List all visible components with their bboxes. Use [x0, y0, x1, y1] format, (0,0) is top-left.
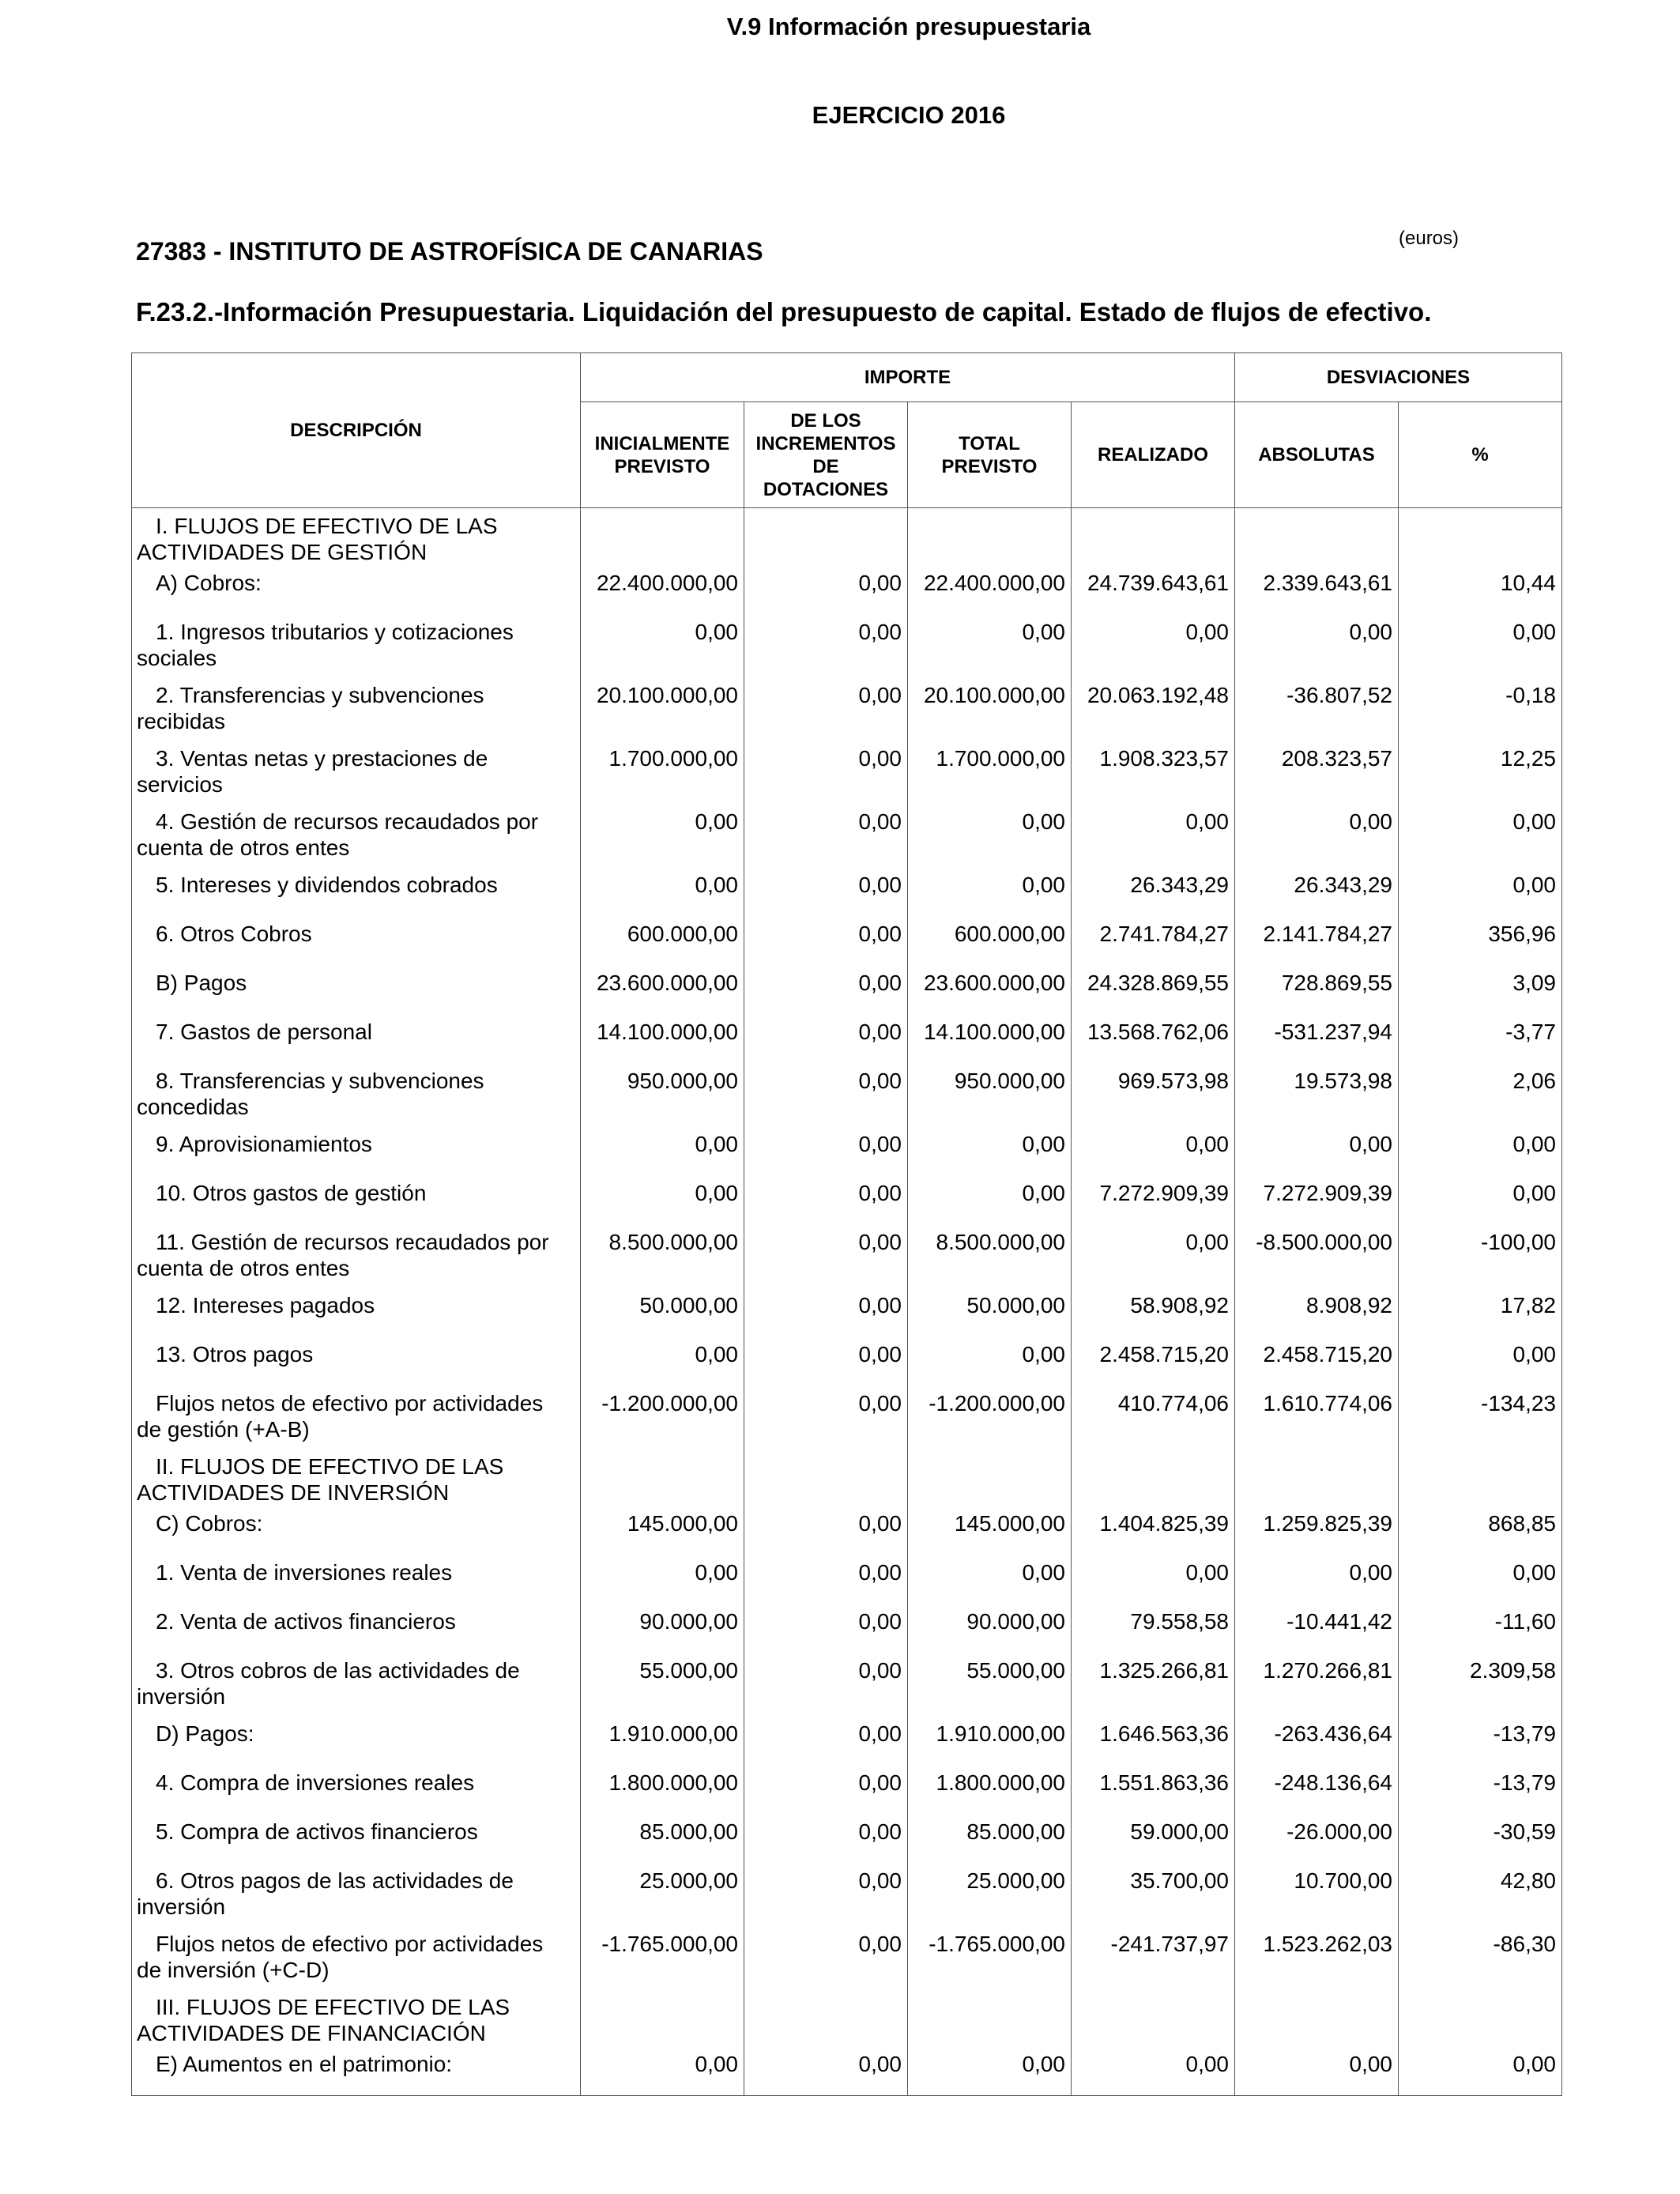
cell-percent: -30,59 [1399, 1814, 1562, 1863]
table-row [132, 1287, 1562, 1336]
cell-percent: -13,79 [1399, 1765, 1562, 1814]
cell-incrementos: 0,00 [744, 867, 908, 916]
cell-incrementos [744, 1989, 908, 2046]
cell-incrementos [744, 508, 908, 566]
cell-percent: -3,77 [1399, 1014, 1562, 1063]
row-description: 12. Intereses pagados [132, 1287, 581, 1336]
table-row [132, 1385, 1562, 1449]
cell-absolutas: 10.700,00 [1235, 1863, 1399, 1926]
cell-realizado: 1.646.563,36 [1072, 1716, 1235, 1765]
table-row [132, 1506, 1562, 1555]
cell-incrementos: 0,00 [744, 1336, 908, 1385]
cell-total-previsto: 14.100.000,00 [908, 1014, 1072, 1063]
cell-percent: -134,23 [1399, 1385, 1562, 1449]
cell-inicialmente-previsto: 14.100.000,00 [581, 1014, 744, 1063]
cell-inicialmente-previsto: 20.100.000,00 [581, 677, 744, 741]
cell-percent [1399, 508, 1562, 566]
cell-absolutas: 0,00 [1235, 804, 1399, 867]
cell-realizado: 13.568.762,06 [1072, 1014, 1235, 1063]
cell-incrementos: 0,00 [744, 1765, 908, 1814]
cell-total-previsto: 20.100.000,00 [908, 677, 1072, 741]
cell-absolutas: 728.869,55 [1235, 965, 1399, 1014]
unit-label: (euros) [1399, 228, 1460, 249]
cell-percent: 2,06 [1399, 1063, 1562, 1126]
cell-inicialmente-previsto: 0,00 [581, 1126, 744, 1175]
cell-incrementos: 0,00 [744, 1555, 908, 1604]
cell-percent: 0,00 [1399, 867, 1562, 916]
cell-realizado [1072, 1449, 1235, 1506]
cell-incrementos: 0,00 [744, 1014, 908, 1063]
cell-percent: 2.309,58 [1399, 1653, 1562, 1716]
cell-absolutas: -263.436,64 [1235, 1716, 1399, 1765]
cell-absolutas: 19.573,98 [1235, 1063, 1399, 1126]
header-importe: IMPORTE [581, 353, 1235, 402]
cell-realizado: 1.551.863,36 [1072, 1765, 1235, 1814]
table-row [132, 804, 1562, 867]
cell-inicialmente-previsto: 0,00 [581, 804, 744, 867]
row-description: 10. Otros gastos de gestión [132, 1175, 581, 1224]
table-row [132, 677, 1562, 741]
row-description: 8. Transferencias y subvenciones concedidas [132, 1063, 581, 1126]
cell-percent: 3,09 [1399, 965, 1562, 1014]
cell-inicialmente-previsto: 0,00 [581, 614, 744, 677]
cell-percent: 0,00 [1399, 1126, 1562, 1175]
cell-incrementos: 0,00 [744, 565, 908, 614]
cell-total-previsto: 600.000,00 [908, 916, 1072, 965]
cell-inicialmente-previsto: 0,00 [581, 1175, 744, 1224]
cell-percent: -86,30 [1399, 1926, 1562, 1989]
cell-total-previsto: 0,00 [908, 1555, 1072, 1604]
cell-realizado: 0,00 [1072, 1555, 1235, 1604]
table-row [132, 741, 1562, 804]
table-row [132, 1765, 1562, 1814]
cell-percent: 0,00 [1399, 804, 1562, 867]
section-title: V.9 Información presupuestaria [726, 13, 1091, 40]
cell-realizado: 0,00 [1072, 804, 1235, 867]
table-row [132, 1989, 1562, 2046]
cell-realizado: 24.328.869,55 [1072, 965, 1235, 1014]
cell-incrementos: 0,00 [744, 1287, 908, 1336]
cell-percent: -100,00 [1399, 1224, 1562, 1287]
cell-percent [1399, 1449, 1562, 1506]
row-description: D) Pagos: [132, 1716, 581, 1765]
cell-inicialmente-previsto [581, 1449, 744, 1506]
cell-percent: 10,44 [1399, 565, 1562, 614]
table-row [132, 1926, 1562, 1989]
row-description: Flujos netos de efectivo por actividades de gestión (+A-B) [132, 1385, 581, 1449]
cell-incrementos: 0,00 [744, 1653, 908, 1716]
report-subtitle: F.23.2.-Información Presupuestaria. Liquidación del presupuesto de capital. Estado de flujos de efectivo. [136, 297, 1432, 326]
cell-realizado: 969.573,98 [1072, 1063, 1235, 1126]
table-row [132, 867, 1562, 916]
cell-absolutas: 2.141.784,27 [1235, 916, 1399, 965]
cell-realizado: 2.741.784,27 [1072, 916, 1235, 965]
cell-absolutas [1235, 1989, 1399, 2046]
cell-percent: 17,82 [1399, 1287, 1562, 1336]
cell-percent: 42,80 [1399, 1863, 1562, 1926]
table-row [132, 1336, 1562, 1385]
cell-percent: -11,60 [1399, 1604, 1562, 1653]
row-description: 1. Venta de inversiones reales [132, 1555, 581, 1604]
cell-total-previsto: 1.910.000,00 [908, 1716, 1072, 1765]
cell-inicialmente-previsto: 145.000,00 [581, 1506, 744, 1555]
cell-realizado: 26.343,29 [1072, 867, 1235, 916]
cell-inicialmente-previsto: 0,00 [581, 2046, 744, 2095]
cell-inicialmente-previsto: 600.000,00 [581, 916, 744, 965]
cell-absolutas: 208.323,57 [1235, 741, 1399, 804]
row-description: C) Cobros: [132, 1506, 581, 1555]
cell-total-previsto: 25.000,00 [908, 1863, 1072, 1926]
cell-incrementos: 0,00 [744, 1716, 908, 1765]
header-descripcion: DESCRIPCIÓN [132, 353, 581, 508]
cell-realizado: 0,00 [1072, 1126, 1235, 1175]
cell-absolutas: -8.500.000,00 [1235, 1224, 1399, 1287]
cell-inicialmente-previsto: 25.000,00 [581, 1863, 744, 1926]
cell-total-previsto: 22.400.000,00 [908, 565, 1072, 614]
row-description: 1. Ingresos tributarios y cotizaciones sociales [132, 614, 581, 677]
cell-realizado: -241.737,97 [1072, 1926, 1235, 1989]
row-description: A) Cobros: [132, 565, 581, 614]
cell-inicialmente-previsto: 50.000,00 [581, 1287, 744, 1336]
cell-inicialmente-previsto [581, 508, 744, 566]
cell-inicialmente-previsto: 85.000,00 [581, 1814, 744, 1863]
cell-realizado: 20.063.192,48 [1072, 677, 1235, 741]
cell-absolutas: 26.343,29 [1235, 867, 1399, 916]
cell-absolutas: 1.259.825,39 [1235, 1506, 1399, 1555]
cell-incrementos: 0,00 [744, 677, 908, 741]
cell-inicialmente-previsto: 0,00 [581, 1336, 744, 1385]
cell-total-previsto: 0,00 [908, 614, 1072, 677]
table-row [132, 1126, 1562, 1175]
table-row [132, 1014, 1562, 1063]
cell-realizado: 35.700,00 [1072, 1863, 1235, 1926]
cell-incrementos: 0,00 [744, 916, 908, 965]
cell-incrementos: 0,00 [744, 1604, 908, 1653]
cell-total-previsto: -1.200.000,00 [908, 1385, 1072, 1449]
cell-realizado: 0,00 [1072, 614, 1235, 677]
header-desviaciones: DESVIACIONES [1235, 353, 1562, 402]
cell-realizado: 1.325.266,81 [1072, 1653, 1235, 1716]
cell-total-previsto [908, 508, 1072, 566]
cell-realizado: 1.908.323,57 [1072, 741, 1235, 804]
table-body [132, 508, 1562, 2096]
cell-realizado: 79.558,58 [1072, 1604, 1235, 1653]
table-row [132, 916, 1562, 965]
cell-inicialmente-previsto: 0,00 [581, 1555, 744, 1604]
cell-percent: 0,00 [1399, 2046, 1562, 2095]
cell-realizado [1072, 1989, 1235, 2046]
cell-incrementos: 0,00 [744, 965, 908, 1014]
cell-absolutas: 8.908,92 [1235, 1287, 1399, 1336]
row-description: 13. Otros pagos [132, 1336, 581, 1385]
cell-absolutas: 0,00 [1235, 1555, 1399, 1604]
table-row [132, 965, 1562, 1014]
entity-name: 27383 - INSTITUTO DE ASTROFÍSICA DE CANARIAS [136, 237, 763, 266]
cell-percent: 0,00 [1399, 1336, 1562, 1385]
cell-absolutas: 2.339.643,61 [1235, 565, 1399, 614]
cell-incrementos: 0,00 [744, 1063, 908, 1126]
row-description: 3. Otros cobros de las actividades de inversión [132, 1653, 581, 1716]
row-description: 2. Venta de activos financieros [132, 1604, 581, 1653]
cell-percent: 356,96 [1399, 916, 1562, 965]
cell-realizado [1072, 508, 1235, 566]
cell-absolutas: 0,00 [1235, 614, 1399, 677]
cell-total-previsto: -1.765.000,00 [908, 1926, 1072, 1989]
cell-inicialmente-previsto: 1.910.000,00 [581, 1716, 744, 1765]
cell-total-previsto: 23.600.000,00 [908, 965, 1072, 1014]
cell-realizado: 0,00 [1072, 2046, 1235, 2095]
cell-absolutas [1235, 508, 1399, 566]
cell-incrementos [744, 1449, 908, 1506]
cell-total-previsto: 8.500.000,00 [908, 1224, 1072, 1287]
cell-realizado: 0,00 [1072, 1224, 1235, 1287]
row-description: I. FLUJOS DE EFECTIVO DE LAS ACTIVIDADES DE GESTIÓN [132, 508, 581, 566]
cell-realizado: 410.774,06 [1072, 1385, 1235, 1449]
cell-total-previsto: 0,00 [908, 867, 1072, 916]
cell-total-previsto: 0,00 [908, 804, 1072, 867]
table-row [132, 1063, 1562, 1126]
cell-percent: -13,79 [1399, 1716, 1562, 1765]
cell-incrementos: 0,00 [744, 1506, 908, 1555]
row-description: 3. Ventas netas y prestaciones de servicios [132, 741, 581, 804]
table-row [132, 2046, 1562, 2095]
cell-total-previsto: 0,00 [908, 1175, 1072, 1224]
cell-inicialmente-previsto: 0,00 [581, 867, 744, 916]
cell-inicialmente-previsto: 1.700.000,00 [581, 741, 744, 804]
cell-inicialmente-previsto: 1.800.000,00 [581, 1765, 744, 1814]
cell-absolutas: 0,00 [1235, 2046, 1399, 2095]
cell-absolutas: -531.237,94 [1235, 1014, 1399, 1063]
table-row [132, 1863, 1562, 1926]
cell-incrementos: 0,00 [744, 1385, 908, 1449]
cell-absolutas: 1.270.266,81 [1235, 1653, 1399, 1716]
row-description: 5. Compra de activos financieros [132, 1814, 581, 1863]
cell-percent: 12,25 [1399, 741, 1562, 804]
cell-absolutas: -248.136,64 [1235, 1765, 1399, 1814]
row-description: 9. Aprovisionamientos [132, 1126, 581, 1175]
cell-absolutas: 7.272.909,39 [1235, 1175, 1399, 1224]
table-row [132, 614, 1562, 677]
cell-incrementos: 0,00 [744, 1175, 908, 1224]
cell-total-previsto: 85.000,00 [908, 1814, 1072, 1863]
cell-total-previsto: 50.000,00 [908, 1287, 1072, 1336]
cell-realizado: 24.739.643,61 [1072, 565, 1235, 614]
cell-realizado: 7.272.909,39 [1072, 1175, 1235, 1224]
header-incrementos: DE LOS INCREMENTOS DE DOTACIONES [744, 402, 908, 508]
cell-total-previsto: 145.000,00 [908, 1506, 1072, 1555]
cell-realizado: 1.404.825,39 [1072, 1506, 1235, 1555]
cell-absolutas: 0,00 [1235, 1126, 1399, 1175]
row-description: 2. Transferencias y subvenciones recibidas [132, 677, 581, 741]
cell-absolutas: 1.523.262,03 [1235, 1926, 1399, 1989]
cell-total-previsto: 55.000,00 [908, 1653, 1072, 1716]
header-realizado: REALIZADO [1072, 402, 1235, 508]
cell-incrementos: 0,00 [744, 804, 908, 867]
cell-total-previsto [908, 1989, 1072, 2046]
row-description: III. FLUJOS DE EFECTIVO DE LAS ACTIVIDADES DE FINANCIACIÓN [132, 1989, 581, 2046]
row-description: 6. Otros pagos de las actividades de inversión [132, 1863, 581, 1926]
cell-incrementos: 0,00 [744, 1926, 908, 1989]
row-description: Flujos netos de efectivo por actividades de inversión (+C-D) [132, 1926, 581, 1989]
cell-inicialmente-previsto: 8.500.000,00 [581, 1224, 744, 1287]
table-row [132, 1814, 1562, 1863]
cell-absolutas: 1.610.774,06 [1235, 1385, 1399, 1449]
cell-percent: 868,85 [1399, 1506, 1562, 1555]
cell-realizado: 59.000,00 [1072, 1814, 1235, 1863]
cell-incrementos: 0,00 [744, 1863, 908, 1926]
row-description: II. FLUJOS DE EFECTIVO DE LAS ACTIVIDADES DE INVERSIÓN [132, 1449, 581, 1506]
cell-inicialmente-previsto: 22.400.000,00 [581, 565, 744, 614]
cell-absolutas: 2.458.715,20 [1235, 1336, 1399, 1385]
row-description: 7. Gastos de personal [132, 1014, 581, 1063]
cell-incrementos: 0,00 [744, 2046, 908, 2095]
cell-incrementos: 0,00 [744, 1814, 908, 1863]
cell-percent: 0,00 [1399, 1175, 1562, 1224]
cell-inicialmente-previsto: 23.600.000,00 [581, 965, 744, 1014]
cell-total-previsto: 0,00 [908, 2046, 1072, 2095]
row-description: 11. Gestión de recursos recaudados por cuenta de otros entes [132, 1224, 581, 1287]
cell-total-previsto: 0,00 [908, 1336, 1072, 1385]
table-row [132, 565, 1562, 614]
cell-inicialmente-previsto [581, 1989, 744, 2046]
header-absolutas: ABSOLUTAS [1235, 402, 1399, 508]
cell-total-previsto: 0,00 [908, 1126, 1072, 1175]
cash-flow-table [131, 352, 1562, 2096]
cell-inicialmente-previsto: 950.000,00 [581, 1063, 744, 1126]
cell-percent: -0,18 [1399, 677, 1562, 741]
cell-absolutas: -26.000,00 [1235, 1814, 1399, 1863]
cell-incrementos: 0,00 [744, 741, 908, 804]
header-total-previsto: TOTAL PREVISTO [908, 402, 1072, 508]
cell-inicialmente-previsto: -1.200.000,00 [581, 1385, 744, 1449]
cell-incrementos: 0,00 [744, 1224, 908, 1287]
cell-percent: 0,00 [1399, 614, 1562, 677]
cell-percent: 0,00 [1399, 1555, 1562, 1604]
cell-absolutas [1235, 1449, 1399, 1506]
cell-incrementos: 0,00 [744, 1126, 908, 1175]
cell-absolutas: -36.807,52 [1235, 677, 1399, 741]
table-row [132, 1449, 1562, 1506]
row-description: 5. Intereses y dividendos cobrados [132, 867, 581, 916]
table-row [132, 508, 1562, 566]
cell-inicialmente-previsto: -1.765.000,00 [581, 1926, 744, 1989]
exercise-title: EJERCICIO 2016 [812, 101, 1006, 129]
cell-percent [1399, 1989, 1562, 2046]
row-description: 4. Compra de inversiones reales [132, 1765, 581, 1814]
table-row [132, 1555, 1562, 1604]
table-header [132, 353, 1562, 508]
table-row [132, 1175, 1562, 1224]
header-inicialmente-previsto: INICIALMENTE PREVISTO [581, 402, 744, 508]
cell-realizado: 58.908,92 [1072, 1287, 1235, 1336]
row-description: E) Aumentos en el patrimonio: [132, 2046, 581, 2095]
cell-total-previsto: 90.000,00 [908, 1604, 1072, 1653]
table-row [132, 1224, 1562, 1287]
table-row [132, 1653, 1562, 1716]
cell-total-previsto [908, 1449, 1072, 1506]
cell-inicialmente-previsto: 90.000,00 [581, 1604, 744, 1653]
table-row [132, 1604, 1562, 1653]
row-description: B) Pagos [132, 965, 581, 1014]
cell-total-previsto: 950.000,00 [908, 1063, 1072, 1126]
table-row [132, 1716, 1562, 1765]
header-percent: % [1399, 402, 1562, 508]
cell-total-previsto: 1.700.000,00 [908, 741, 1072, 804]
cell-incrementos: 0,00 [744, 614, 908, 677]
row-description: 4. Gestión de recursos recaudados por cuenta de otros entes [132, 804, 581, 867]
cell-realizado: 2.458.715,20 [1072, 1336, 1235, 1385]
cell-inicialmente-previsto: 55.000,00 [581, 1653, 744, 1716]
cell-total-previsto: 1.800.000,00 [908, 1765, 1072, 1814]
row-description: 6. Otros Cobros [132, 916, 581, 965]
cell-absolutas: -10.441,42 [1235, 1604, 1399, 1653]
